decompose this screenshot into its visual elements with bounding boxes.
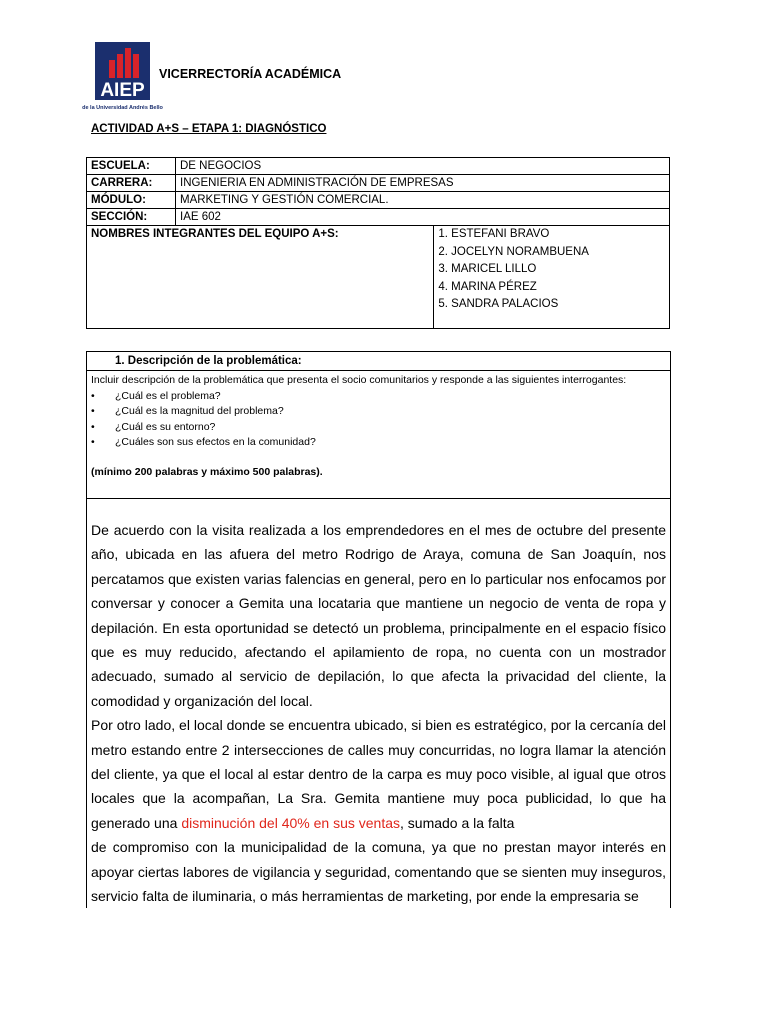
row-escuela xyxy=(87,158,670,175)
question-item: • ¿Cuáles son sus efectos en la comunidad? xyxy=(91,435,666,451)
row-members xyxy=(87,226,670,329)
member-item: 2. JOCELYN NORAMBUENA xyxy=(438,245,589,258)
escuela-label: ESCUELA: xyxy=(87,158,176,175)
question-item: • ¿Cuál es el problema? xyxy=(91,389,666,405)
carrera-label: CARRERA: xyxy=(87,175,176,192)
modulo-label: MÓDULO: xyxy=(87,192,176,209)
question-item: • ¿Cuál es su entorno? xyxy=(91,420,666,436)
seccion-label: SECCIÓN: xyxy=(87,209,176,226)
instruction-text: Incluir descripción de la problemática que presenta el socio comunitarios y responde a las siguientes interrogantes: xyxy=(91,374,627,386)
aiep-logo xyxy=(82,42,163,114)
svg-text:AIEP: AIEP xyxy=(100,80,145,101)
section-instructions xyxy=(87,371,670,499)
members-list xyxy=(434,226,670,329)
member-item: 3. MARICEL LILLO xyxy=(438,263,537,275)
body-paragraph: Por otro lado, el local donde se encuentra ubicado, si bien es estratégico, por la cercanía del metro estando entre 2 intersecciones de calles muy concurridas, no logra llamar la atención del cliente, ya que el local al estar dentro de la carpa es muy poco visible, al igual que otros locales que la acompañan, La Sra. Gemita mantiene muy poca publicidad, lo que ha generado una disminución del 40% en sus ventas, sumado a la falta xyxy=(91,717,666,831)
description-body xyxy=(87,499,670,909)
word-count-note: (mínimo 200 palabras y máximo 500 palabras). xyxy=(91,465,323,478)
activity-title: ACTIVIDAD A+S – ETAPA 1: DIAGNÓSTICO xyxy=(91,123,327,135)
bullet-icon: • xyxy=(91,389,95,402)
row-modulo xyxy=(87,192,670,209)
member-item: 1. ESTEFANI BRAVO xyxy=(438,228,550,240)
member-item: 4. MARINA PÉREZ xyxy=(438,280,537,293)
question-item: • ¿Cuál es la magnitud del problema? xyxy=(91,404,666,420)
row-carrera xyxy=(87,175,670,192)
carrera-value: INGENIERIA EN ADMINISTRACIÓN DE EMPRESAS xyxy=(176,175,670,192)
info-table xyxy=(86,157,670,329)
problem-description-section xyxy=(86,351,671,908)
member-item: 5. SANDRA PALACIOS xyxy=(438,298,559,310)
body-paragraph: de compromiso con la municipalidad de la comuna, ya que no prestan mayor interés en apoyar ciertas labores de vigilancia y seguridad, comentando que se sienten muy inseguros, servicio falta de iluminaria, o más herramientas de marketing, por ende la empresaria se xyxy=(91,839,666,905)
bullet-icon: • xyxy=(91,405,95,417)
body-paragraph: De acuerdo con la visita realizada a los emprendedores en el mes de octubre del presente año, ubicada en las afuera del metro Rodrigo de Araya, comuna de San Joaquín, nos percatamos que existen varias falencias en general, pero en lo particular nos enfocamos por conversar y conocer a Gemita una locataria que mantiene un negocio de venta de ropa y depilación. En esta oportunidad se detectó un problema, principalmente en el espacio físico que es muy reducido, afectando el apilamiento de ropa, no cuenta con un mostrador adecuado, sumado al servicio de depilación, lo que afecta la privacidad del cliente, la comodidad y organización del local. xyxy=(91,522,666,709)
svg-text:de la Universidad Andrés Bello: de la Universidad Andrés Bello xyxy=(82,105,163,111)
bullet-icon: • xyxy=(91,436,95,448)
modulo-value: MARKETING Y GESTIÓN COMERCIAL. xyxy=(176,192,670,209)
bullet-icon: • xyxy=(91,420,95,433)
seccion-value: IAE 602 xyxy=(176,209,670,226)
sales-drop-highlight: disminución del 40% en sus ventas xyxy=(181,814,400,831)
row-seccion xyxy=(87,209,670,226)
escuela-value: DE NEGOCIOS xyxy=(176,158,670,175)
section-heading: 1. Descripción de la problemática: xyxy=(87,352,670,371)
members-label: NOMBRES INTEGRANTES DEL EQUIPO A+S: xyxy=(87,226,434,329)
page-header-title: VICERRECTORÍA ACADÉMICA xyxy=(159,67,342,81)
